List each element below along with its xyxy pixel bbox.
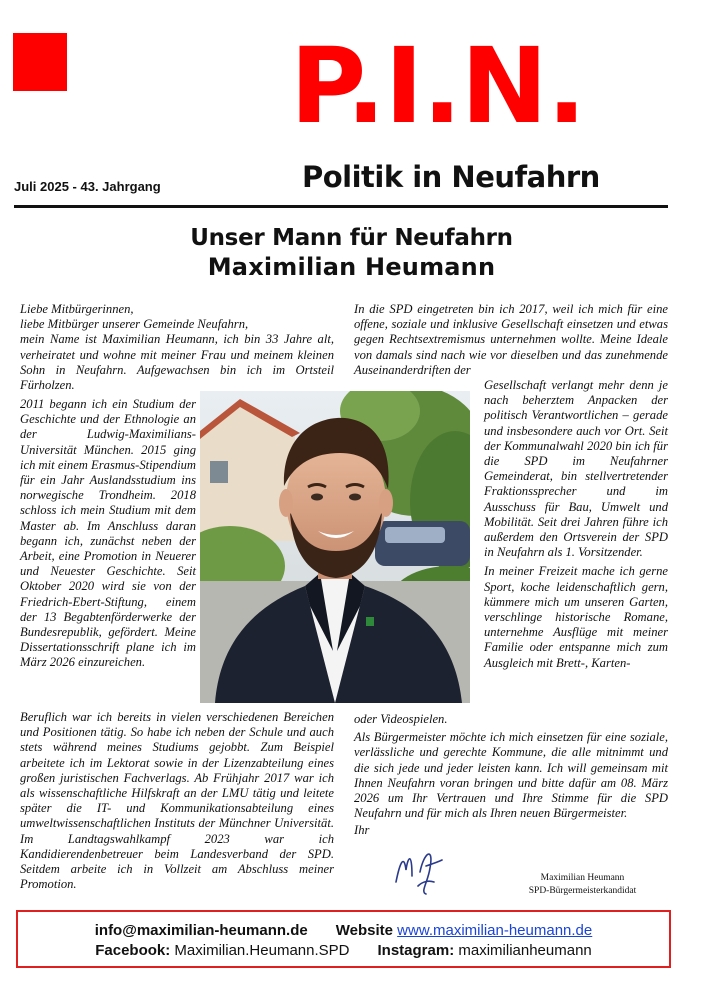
issue-date: Juli 2025 - 43. Jahrgang <box>14 179 161 194</box>
hobby-wrap-text: In meiner Freizeit mache ich gerne Sport, koche leidenschaftlich gern, kümmere mich um unseren Garten, verschlinge historische Romane, unternehme Ausflüge mit meiner Familie oder entspanne mich zum Ausgleich mit Brett-, Karten- <box>484 564 668 670</box>
greeting-line2: liebe Mitbürger unserer Gemeinde Neufahrn, <box>20 317 249 332</box>
mayor-paragraph: Als Bürgermeister möchte ich mich einsetzen für eine soziale, verlässliche und gerechte Kommune, die alle mitnimmt und die sich jede und jeder leisten kann. Ich will gemeinsam mit Ihnen Neufahrn voran bringen und bitte dafür am 08. März 2026 um Ihr Vertrauen und Ihre Stimme für die SPD Neufahrn und für mich als Ihren neuen Bürgermeister. <box>354 730 668 821</box>
hobby-end-text: oder Videospielen. <box>354 712 448 726</box>
footer-website-label: Website <box>335 922 393 939</box>
footer-facebook-handle[interactable]: Maximilian.Heumann.SPD <box>174 942 350 959</box>
signature-role: SPD-Bürgermeisterkandidat <box>528 886 637 896</box>
career-paragraph: Beruflich war ich bereits in vielen verschiedenen Bereichen und Positionen tätig. So habe ich neben der Schule und auch stets während meines Studiums gejobbt. Zum Beispiel arbeitete ich im Lektorat sowie in der Lizenzabteilung eines großen juristischen Fachverlags. Ab Frühjahr 2017 war ich als wissenschaftliche Hilfskraft an der LMU tätig und leitete später die IT- und Kommunikationsabteilung eines umweltwissenschaftlichen Instituts der Münchner Universität. Im Landtagswahlkampf 2023 war ich Kandidierendenbetreuer beim Landesverband der SPD. Seitdem arbeite ich in Vollzeit am Abschluss meiner Promotion. <box>20 710 334 892</box>
intro-paragraph: mein Name ist Maximilian Heumann, ich bin 33 Jahre alt, verheiratet und wohne mit meiner Frau und meinem kleinen Sohn in Neufahrn. Aufgewachsen bin ich im Ortsteil Fürholzen. <box>20 332 334 393</box>
footer-instagram-handle[interactable]: maximilianheumann <box>458 942 592 959</box>
closing-text: Ihr <box>354 823 370 838</box>
spd-paragraph-wrap <box>484 378 668 671</box>
footer-line-1 <box>18 922 669 939</box>
masthead-title: P.I.N. <box>290 25 586 147</box>
right-lower-text <box>354 712 668 839</box>
masthead-subtitle: Politik in Neufahrn <box>302 160 600 194</box>
article-headline <box>0 224 703 282</box>
signature-name: Maximilian Heumann <box>540 873 625 883</box>
headline-line2: Maximilian Heumann <box>207 253 496 281</box>
headline-line1: Unser Mann für Neufahrn <box>190 225 513 251</box>
header-rule <box>14 205 668 208</box>
study-paragraph: 2011 begann ich ein Studium der Geschichte und der Ethnologie an der Ludwig-Maximilians-Universität München. 2015 ging ich mit einem Erasmus-Stipendium für ein Jahr Auslandsstudium ins norwegische Trondheim. 2018 schloss ich mein Studium mit dem Master ab. Im Anschluss daran begann ich, zunächst neben der Arbeit, eine Promotion in Neuerer und Neuester Geschichte. Seit Oktober 2020 wird sie von der Friedrich-Ebert-Stiftung, einem der 13 Begabtenförderwerke der Bundesrepublik, gefördert. Meine Dissertationsschrift plane ich im März 2026 einzureichen. <box>20 397 196 670</box>
greeting-line1: Liebe Mitbürgerinnen, <box>20 302 134 316</box>
footer-line-2 <box>18 942 669 959</box>
brand-red-square <box>13 33 67 91</box>
footer-facebook-label: Facebook: <box>95 942 171 959</box>
spd-paragraph-top: In die SPD eingetreten bin ich 2017, weil ich mich für eine offene, soziale und inklusive Gesellschaft einsetzen und etwas gegen Rechtsextremismus unternehmen wollte. Meine Ideale von damals sind nach wie vor dieselben und das zunehmende Auseinanderdriften der <box>354 302 668 377</box>
signature-block <box>510 872 655 898</box>
footer-email[interactable]: info@maximilian-heumann.de <box>94 922 308 939</box>
intro-text <box>20 302 334 393</box>
footer-website-link[interactable]: www.maximilian-heumann.de <box>397 922 593 939</box>
handwritten-signature <box>390 842 450 898</box>
contact-footer <box>16 910 671 968</box>
footer-instagram-label: Instagram: <box>377 942 455 959</box>
candidate-portrait-photo <box>200 391 470 703</box>
spd-wrap-text: Gesellschaft verlangt mehr denn je nach beherztem Anpacken der politisch Verantwortlichen – gerade und insbesondere auch vor Ort. Seit der Kommunalwahl 2020 bin ich für die SPD im Neufahrner Gemeinderat, bin stellvertretender Fraktionssprecher und im Ausschuss für Bau, Umwelt und Mobilität. Seit drei Jahren führe ich außerdem den Ortsverein der SPD in Neufahrn als 1. Vorsitzender. <box>484 378 668 560</box>
